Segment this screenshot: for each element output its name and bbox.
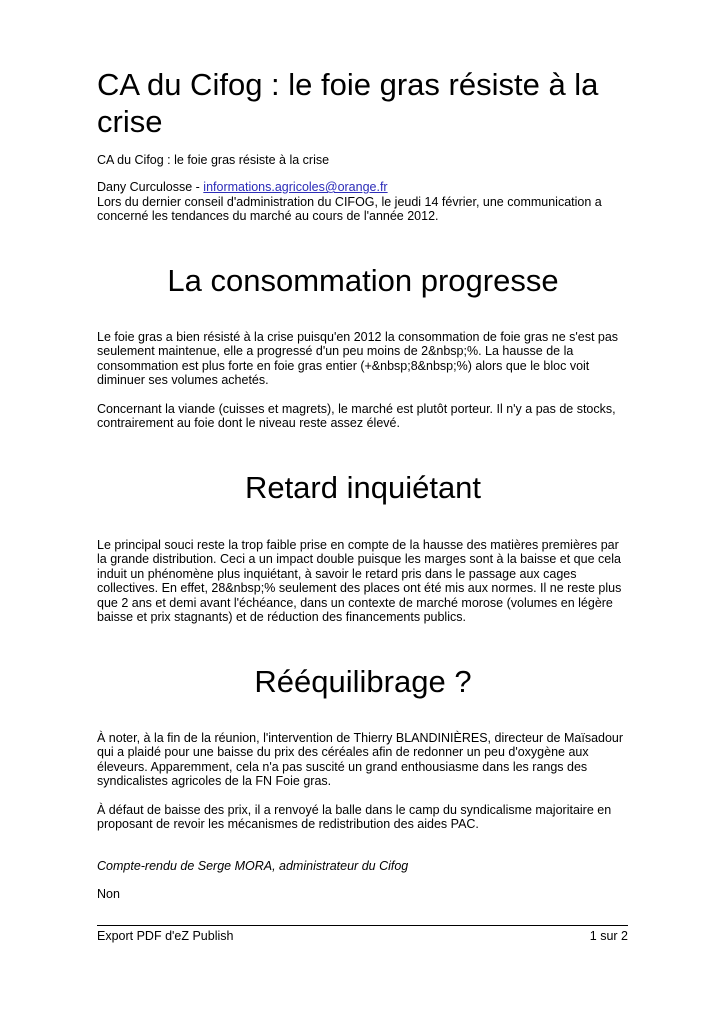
footer-divider: [97, 925, 628, 926]
section-paragraph: Le foie gras a bien résisté à la crise puisqu'en 2012 la consommation de foie gras ne s'est pas seulement maintenue, elle a progressé d'un peu moins de 2&nbsp;%. La hausse de la consommation est plus forte en foie gras entier (+&nbsp;8&nbsp;%) alors que le bloc voit diminuer ses volumes achetés.: [97, 329, 619, 387]
page-number: 1 sur 2: [589, 929, 628, 943]
section-heading-retard: Retard inquiétant: [244, 469, 482, 505]
author-email-link[interactable]: informations.agricoles@orange.fr: [203, 180, 388, 194]
section-paragraph: Le principal souci reste la trop faible prise en compte de la hausse des matières premières par la grande distribution. Ceci a un impact double puisque les marges sont à la baisse et que cela induit un phénomène plus inquiétant, à savoir le retard pris dans le passage aux cages collectives. En effet, 28&nbsp;% seulement des places ont été mis aux normes. Il ne reste plus que 2 ans et demi avant l'échéance, dans un contexte de marché morose (volumes en légère baisse et prix stagnants) et de réduction des financements publics.: [97, 537, 622, 624]
document-page: [97, 66, 629, 902]
section-paragraph: À défaut de baisse des prix, il a renvoyé la balle dans le camp du syndicalisme majoritaire en proposant de revoir les mécanismes de redistribution des aides PAC.: [97, 802, 612, 831]
article-tail: Non: [97, 886, 120, 901]
page-title: CA du Cifog : le foie gras résiste à la crise: [97, 67, 599, 139]
author-name: Dany Curculosse -: [97, 180, 204, 194]
section-paragraph: À noter, à la fin de la réunion, l'intervention de Thierry BLANDINIÈRES, directeur de Maïsadour qui a plaidé pour une baisse du prix des céréales afin de redonner un peu d'oxygène aux éleveurs. Apparemment, cela n'a pas suscité un grand enthousiasme dans les rangs des syndicalistes agricoles de la FN Foie gras.: [97, 730, 624, 788]
section-heading-consommation: La consommation progresse: [167, 262, 559, 298]
page-footer: [97, 929, 628, 944]
intro-text: Lors du dernier conseil d'administration du CIFOG, le jeudi 14 février, une communication a concerné les tendances du marché au cours de l'année 2012.: [97, 194, 602, 223]
article-credit: Compte-rendu de Serge MORA, administrateur du Cifog: [97, 858, 409, 873]
footer-export-label: Export PDF d'eZ Publish: [97, 929, 234, 943]
article-intro: [97, 180, 629, 224]
article-subtitle: CA du Cifog : le foie gras résiste à la crise: [97, 153, 330, 167]
section-paragraph: Concernant la viande (cuisses et magrets), le marché est plutôt porteur. Il n'y a pas de stocks, contrairement au foie dont le niveau reste assez élevé.: [97, 401, 616, 430]
section-heading-reequilibrage: Rééquilibrage ?: [254, 663, 472, 699]
